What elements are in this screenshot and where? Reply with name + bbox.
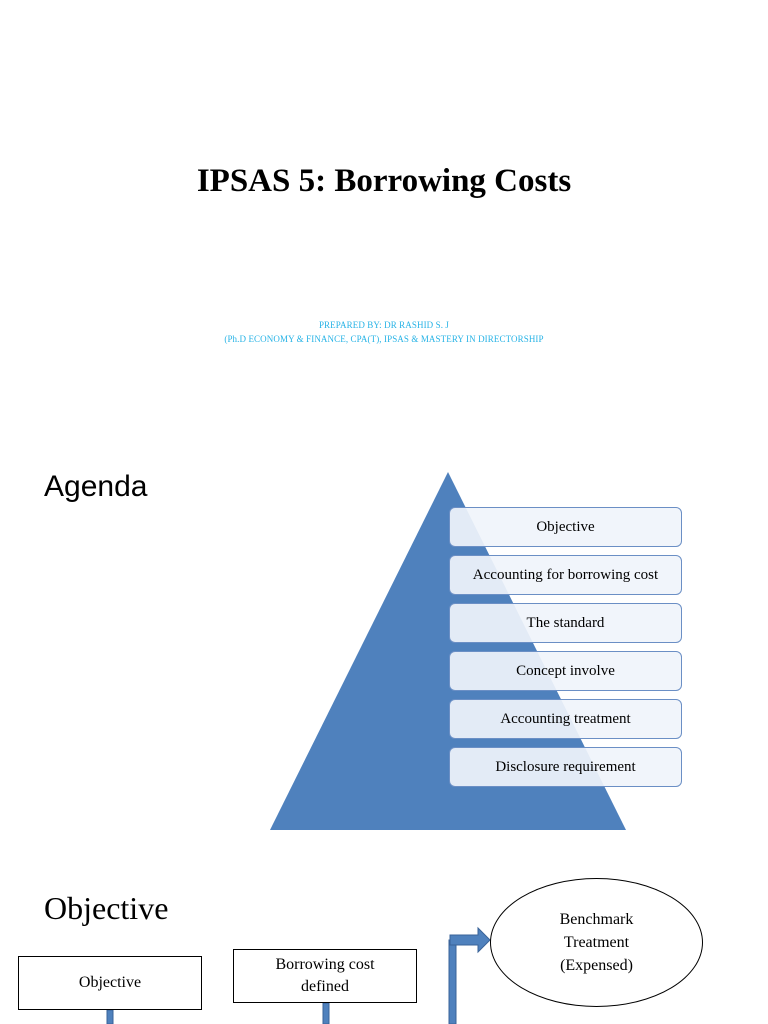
borrowing-cost-defined-box	[233, 949, 417, 1003]
benchmark-line2: Treatment	[563, 933, 630, 951]
agenda-item-disclosure-requirement: Disclosure requirement	[449, 747, 682, 787]
objective-slide-title: Objective	[44, 890, 169, 926]
agenda-item-the-standard: The standard	[449, 603, 682, 643]
agenda-item-accounting-for-borrowing-cost: Accounting for borrowing cost	[449, 555, 682, 595]
agenda-title: Agenda	[44, 470, 148, 503]
objective-box-label: Objective	[78, 973, 142, 991]
title-slide	[0, 0, 768, 420]
agenda-item-concept-involve: Concept involve	[449, 651, 682, 691]
benchmark-treatment-ellipse	[490, 878, 703, 1007]
benchmark-line1: Benchmark	[559, 910, 634, 928]
borrowing-down-connector	[323, 1003, 329, 1024]
objective-down-connector	[107, 1010, 113, 1024]
agenda-item-accounting-treatment: Accounting treatment	[449, 699, 682, 739]
benchmark-line3: (Expensed)	[560, 957, 633, 975]
agenda-slide	[0, 420, 768, 860]
borrowing-cost-line2: defined	[301, 978, 349, 995]
agenda-item-objective: Objective	[449, 507, 682, 547]
borrowing-cost-line1: Borrowing cost	[275, 955, 375, 973]
vertical-connector	[449, 940, 456, 1024]
author-credentials-text: (Ph.D ECONOMY & FINANCE, CPA(T), IPSAS & MASTERY IN DIRECTORSHIP	[224, 334, 544, 344]
presentation-title: IPSAS 5: Borrowing Costs	[196, 163, 572, 199]
prepared-by-text: PREPARED BY: DR RASHID S. J	[318, 320, 450, 330]
objective-box	[18, 956, 202, 1010]
objective-slide	[0, 860, 768, 1024]
